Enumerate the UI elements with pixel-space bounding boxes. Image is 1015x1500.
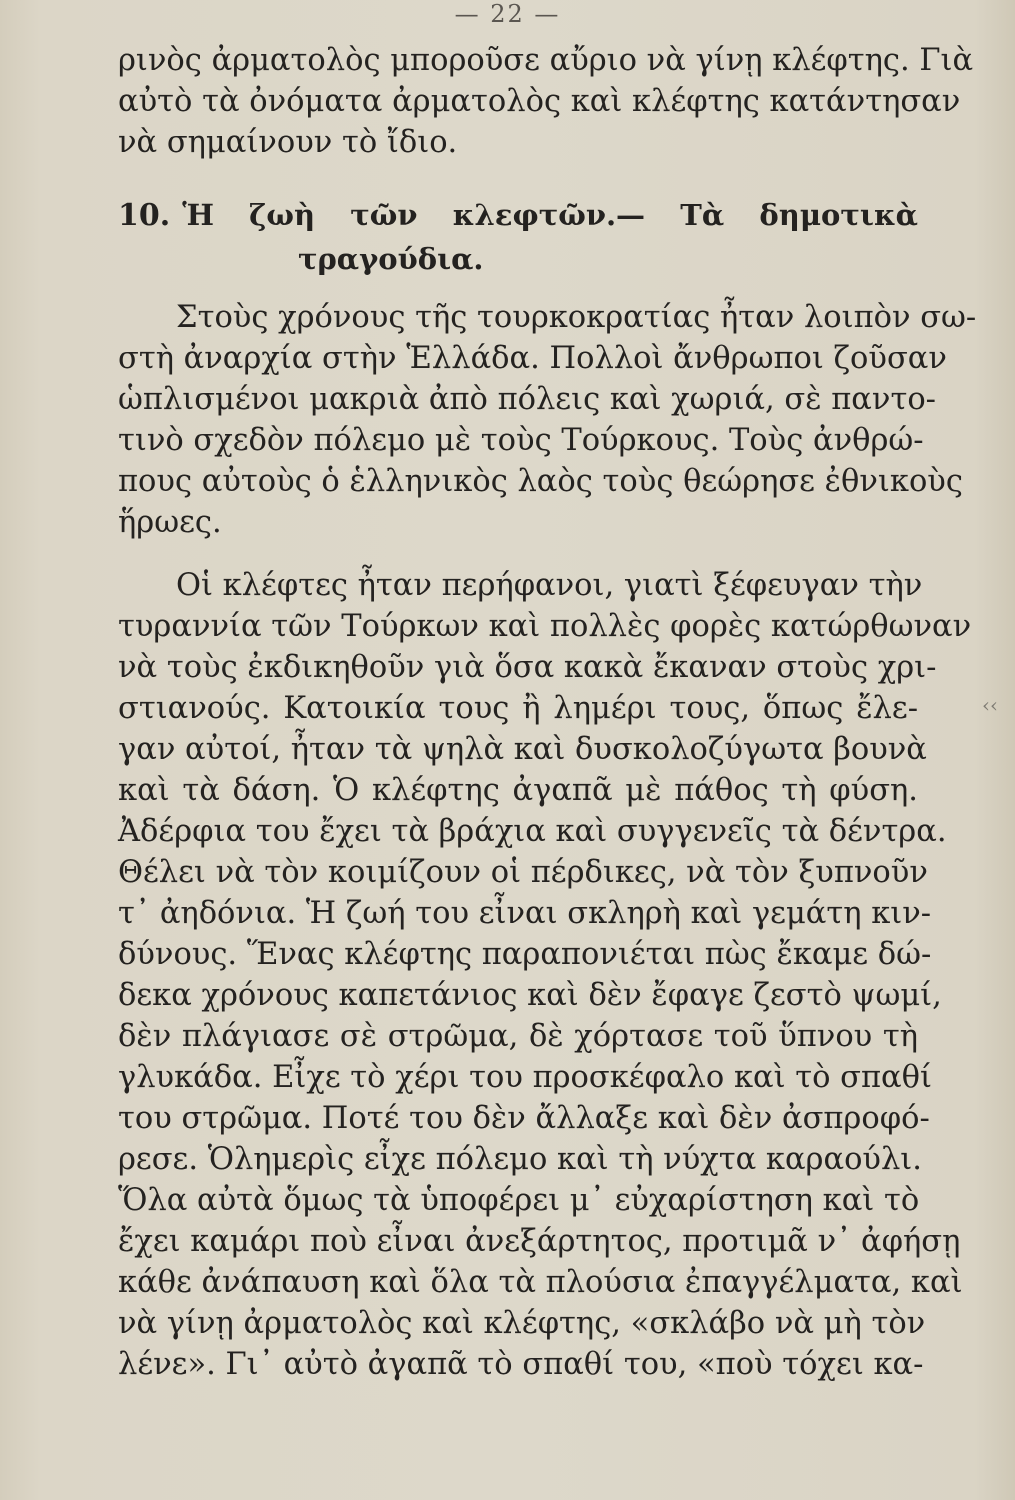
section-heading-line2: τραγούδια.	[298, 242, 484, 276]
text-line: ρεσε. Ὁλημερὶς εἶχε πόλεμο καὶ τὴ νύχτα καραούλι.	[118, 1142, 922, 1177]
text-line: του στρῶμα. Ποτέ του δὲν ἄλλαξε καὶ δὲν ἀσπροφό-	[118, 1101, 930, 1136]
text-line: Ἀδέρφια του ἔχει τὰ βράχια καὶ συγγενεῖς τὰ δέντρα.	[118, 814, 947, 849]
section-heading-line1	[118, 193, 918, 237]
section-title-part1: Ἡ ζωὴ τῶν κλεφτῶν.— Τὰ δημοτικὰ	[182, 198, 918, 232]
text-line: Στοὺς χρόνους τῆς τουρκοκρατίας ἦταν λοιπὸν σω-	[176, 300, 977, 335]
margin-mark: ‹‹	[982, 693, 998, 717]
text-line: δύνους. Ἕνας κλέφτης παραπονιέται πὼς ἔκαμε δώ-	[118, 937, 932, 972]
text-line: καὶ τὰ δάση. Ὁ κλέφτης ἀγαπᾶ μὲ πάθος τὴ φύση.	[118, 773, 918, 808]
page-number: — 22 —	[454, 0, 561, 28]
section-heading	[118, 193, 918, 281]
intro-lines	[118, 40, 974, 163]
text-line: τινὸ σχεδὸν πόλεμο μὲ τοὺς Τούρκους. Τοὺς ἀνθρώ-	[118, 423, 924, 458]
section-number: 10.	[118, 198, 171, 233]
text-line: νὰ γίνῃ ἀρματολὸς καὶ κλέφτης, «σκλάβο νὰ μὴ τὸν	[118, 1306, 926, 1341]
text-line: Θέλει νὰ τὸν κοιμίζουν οἱ πέρδικες, νὰ τὸν ξυπνοῦν	[118, 855, 928, 890]
paragraph-1	[118, 297, 977, 543]
text-line: κάθε ἀνάπαυση καὶ ὅλα τὰ πλούσια ἐπαγγέλματα, καὶ	[118, 1265, 963, 1300]
text-line: δὲν πλάγιασε σὲ στρῶμα, δὲ χόρτασε τοῦ ὕπνου τὴ	[118, 1019, 918, 1054]
text-line: ἔχει καμάρι ποὺ εἶναι ἀνεξάρτητος, προτιμᾶ ν᾽ ἀφήσῃ	[118, 1224, 961, 1259]
paragraph-2	[118, 565, 972, 1385]
text-line: τ᾽ ἀηδόνια. Ἡ ζωή του εἶναι σκληρὴ καὶ γεμάτη κιν-	[118, 896, 932, 931]
text-line: ρινὸς ἀρματολὸς μποροῦσε αὔριο νὰ γίνῃ κλέφτης. Γιὰ	[118, 43, 974, 78]
page-text	[118, 40, 977, 1385]
text-line: νὰ τοὺς ἐκδικηθοῦν γιὰ ὅσα κακὰ ἔκαναν στοὺς χρι-	[118, 650, 937, 685]
text-line: γαν αὐτοί, ἦταν τὰ ψηλὰ καὶ δυσκολοζύγωτα βουνὰ	[118, 732, 927, 767]
text-line: νὰ σημαίνουν τὸ ἴδιο.	[118, 125, 458, 160]
text-line: γλυκάδα. Εἶχε τὸ χέρι του προσκέφαλο καὶ τὸ σπαθί	[118, 1060, 932, 1095]
text-line: στὴ ἀναρχία στὴν Ἑλλάδα. Πολλοὶ ἄνθρωποι ζοῦσαν	[118, 341, 947, 376]
text-line: τυραννία τῶν Τούρκων καὶ πολλὲς φορὲς κατώρθωναν	[118, 609, 972, 644]
text-line: αὐτὸ τὰ ὀνόματα ἀρματολὸς καὶ κλέφτης κατάντησαν	[118, 84, 961, 119]
text-line: δεκα χρόνους καπετάνιος καὶ δὲν ἔφαγε ζεστὸ ψωμί,	[118, 978, 942, 1013]
text-line: πους αὐτοὺς ὁ ἑλληνικὸς λαὸς τοὺς θεώρησε ἐθνικοὺς	[118, 464, 963, 499]
text-line: λένε». Γι᾽ αὐτὸ ἀγαπᾶ τὸ σπαθί του, «ποὺ τόχει κα-	[118, 1347, 924, 1382]
text-line: στιανούς. Κατοικία τους ἢ λημέρι τους, ὅπως ἔλε-	[118, 691, 918, 726]
text-line: ὡπλισμένοι μακριὰ ἀπὸ πόλεις καὶ χωριά, σὲ παντο-	[118, 382, 936, 417]
text-line: Οἱ κλέφτες ἦταν περήφανοι, γιατὶ ξέφευγαν τὴν	[176, 568, 923, 603]
text-line: ἥρωες.	[118, 505, 222, 540]
text-line: Ὅλα αὐτὰ ὅμως τὰ ὑποφέρει μ᾽ εὐχαρίστηση καὶ τὸ	[118, 1183, 920, 1218]
